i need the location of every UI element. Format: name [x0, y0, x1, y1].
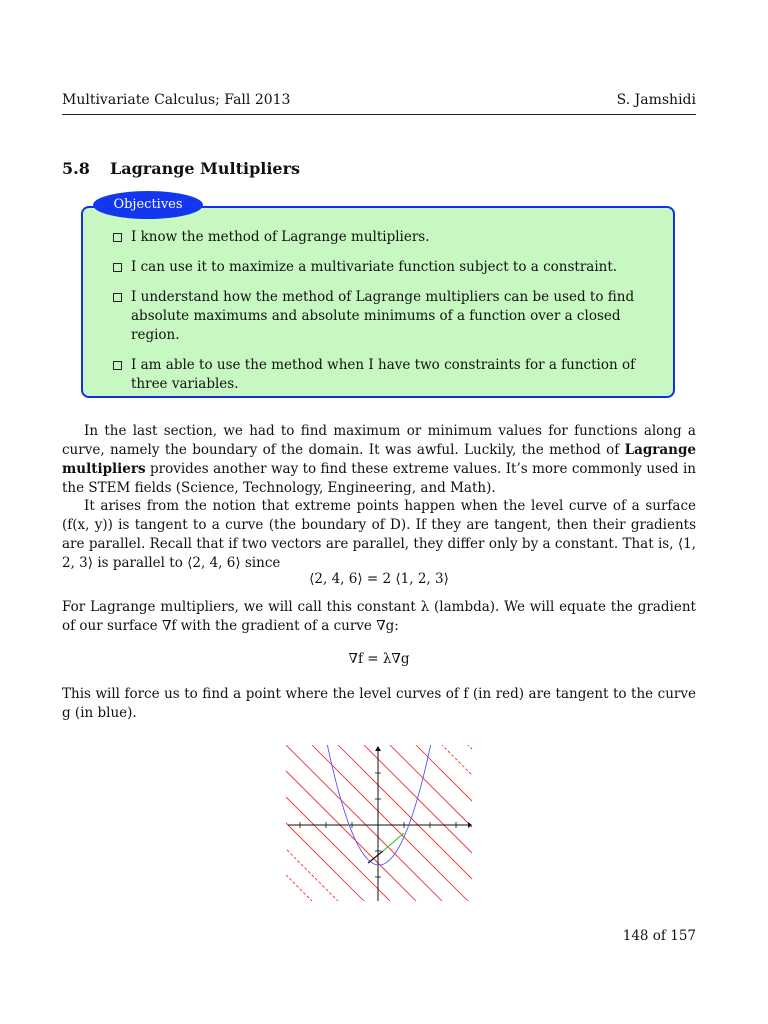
level-curve-line [286, 745, 434, 901]
objective-item [112, 228, 664, 247]
header-rule [62, 114, 696, 115]
level-curve-line [428, 745, 472, 901]
equation-lagrange: ∇f = λ∇g [348, 651, 410, 667]
gradient-g-vector [383, 833, 404, 851]
term-bold: Lagrange multipliers [62, 442, 696, 477]
section-heading [62, 159, 300, 178]
x-axis-arrow-icon [468, 822, 472, 828]
section-title: Lagrange Multipliers [110, 159, 301, 178]
objective-text: I understand how the method of Lagrange multipliers can be used to find absolute maximums and absolute minimums of a function over a closed region. [131, 289, 635, 343]
objectives-list [112, 228, 664, 405]
level-curve-line [286, 745, 472, 901]
objective-text: I can use it to maximize a multivariate function subject to a constraint. [131, 259, 618, 275]
page-number: 148 of 157 [622, 928, 696, 944]
section-number: 5.8 [62, 159, 90, 178]
objective-item [112, 356, 664, 394]
objectives-label: Objectives [93, 191, 203, 219]
level-curves [286, 745, 472, 901]
level-curve-line [298, 745, 472, 901]
level-curve-line [286, 745, 356, 901]
paragraph-intro [62, 422, 696, 498]
level-curve-line [324, 745, 472, 901]
y-axis-arrow-icon [375, 746, 381, 751]
paragraph-lambda: For Lagrange multipliers, we will call this constant λ (lambda). We will equate the gradient of our surface ∇f with the gradient of a curve ∇g: [62, 599, 696, 634]
paragraph-text: In the last section, we had to find maximum or minimum values for functions along a curve, namely the boundary of the domain. It was awful. Luckily, the method of [62, 423, 696, 458]
running-header [62, 92, 696, 114]
author-name: S. Jamshidi [616, 92, 696, 108]
checkbox-icon[interactable] [113, 263, 122, 272]
level-curve-line [350, 745, 472, 901]
checkbox-icon[interactable] [113, 293, 122, 302]
level-curve-line [402, 745, 472, 901]
equation-parallel: ⟨2, 4, 6⟩ = 2 ⟨1, 2, 3⟩ [309, 571, 449, 587]
checkbox-icon[interactable] [113, 233, 122, 242]
paragraph-figure-intro: This will force us to find a point where the level curves of f (in red) are tangent to the curve g (in blue). [62, 686, 696, 721]
paragraph-text: provides another way to find these extreme values. It’s more commonly used in the STEM fields (Science, Technology, Engineering, and Math). [62, 461, 696, 496]
objective-text: I am able to use the method when I have two constraints for a function of three variables. [131, 357, 636, 392]
tangent-curves-figure [286, 745, 472, 901]
objective-text: I know the method of Lagrange multipliers. [131, 229, 430, 245]
objective-item [112, 258, 664, 277]
course-title: Multivariate Calculus; Fall 2013 [62, 92, 291, 108]
paragraph-tangency: It arises from the notion that extreme points happen when the level curve of a surface (f(x, y)) is tangent to a curve (the boundary of D). If they are tangent, then their gradients are parallel. Recall that if two vectors are parallel, they differ only by a constant. That is, ⟨1, 2, 3⟩ is parallel to ⟨2, 4, 6⟩ since [62, 498, 696, 571]
objective-item [112, 288, 664, 345]
constraint-curve [326, 745, 432, 865]
gradient-f-vector [368, 851, 383, 863]
checkbox-icon[interactable] [113, 361, 122, 370]
